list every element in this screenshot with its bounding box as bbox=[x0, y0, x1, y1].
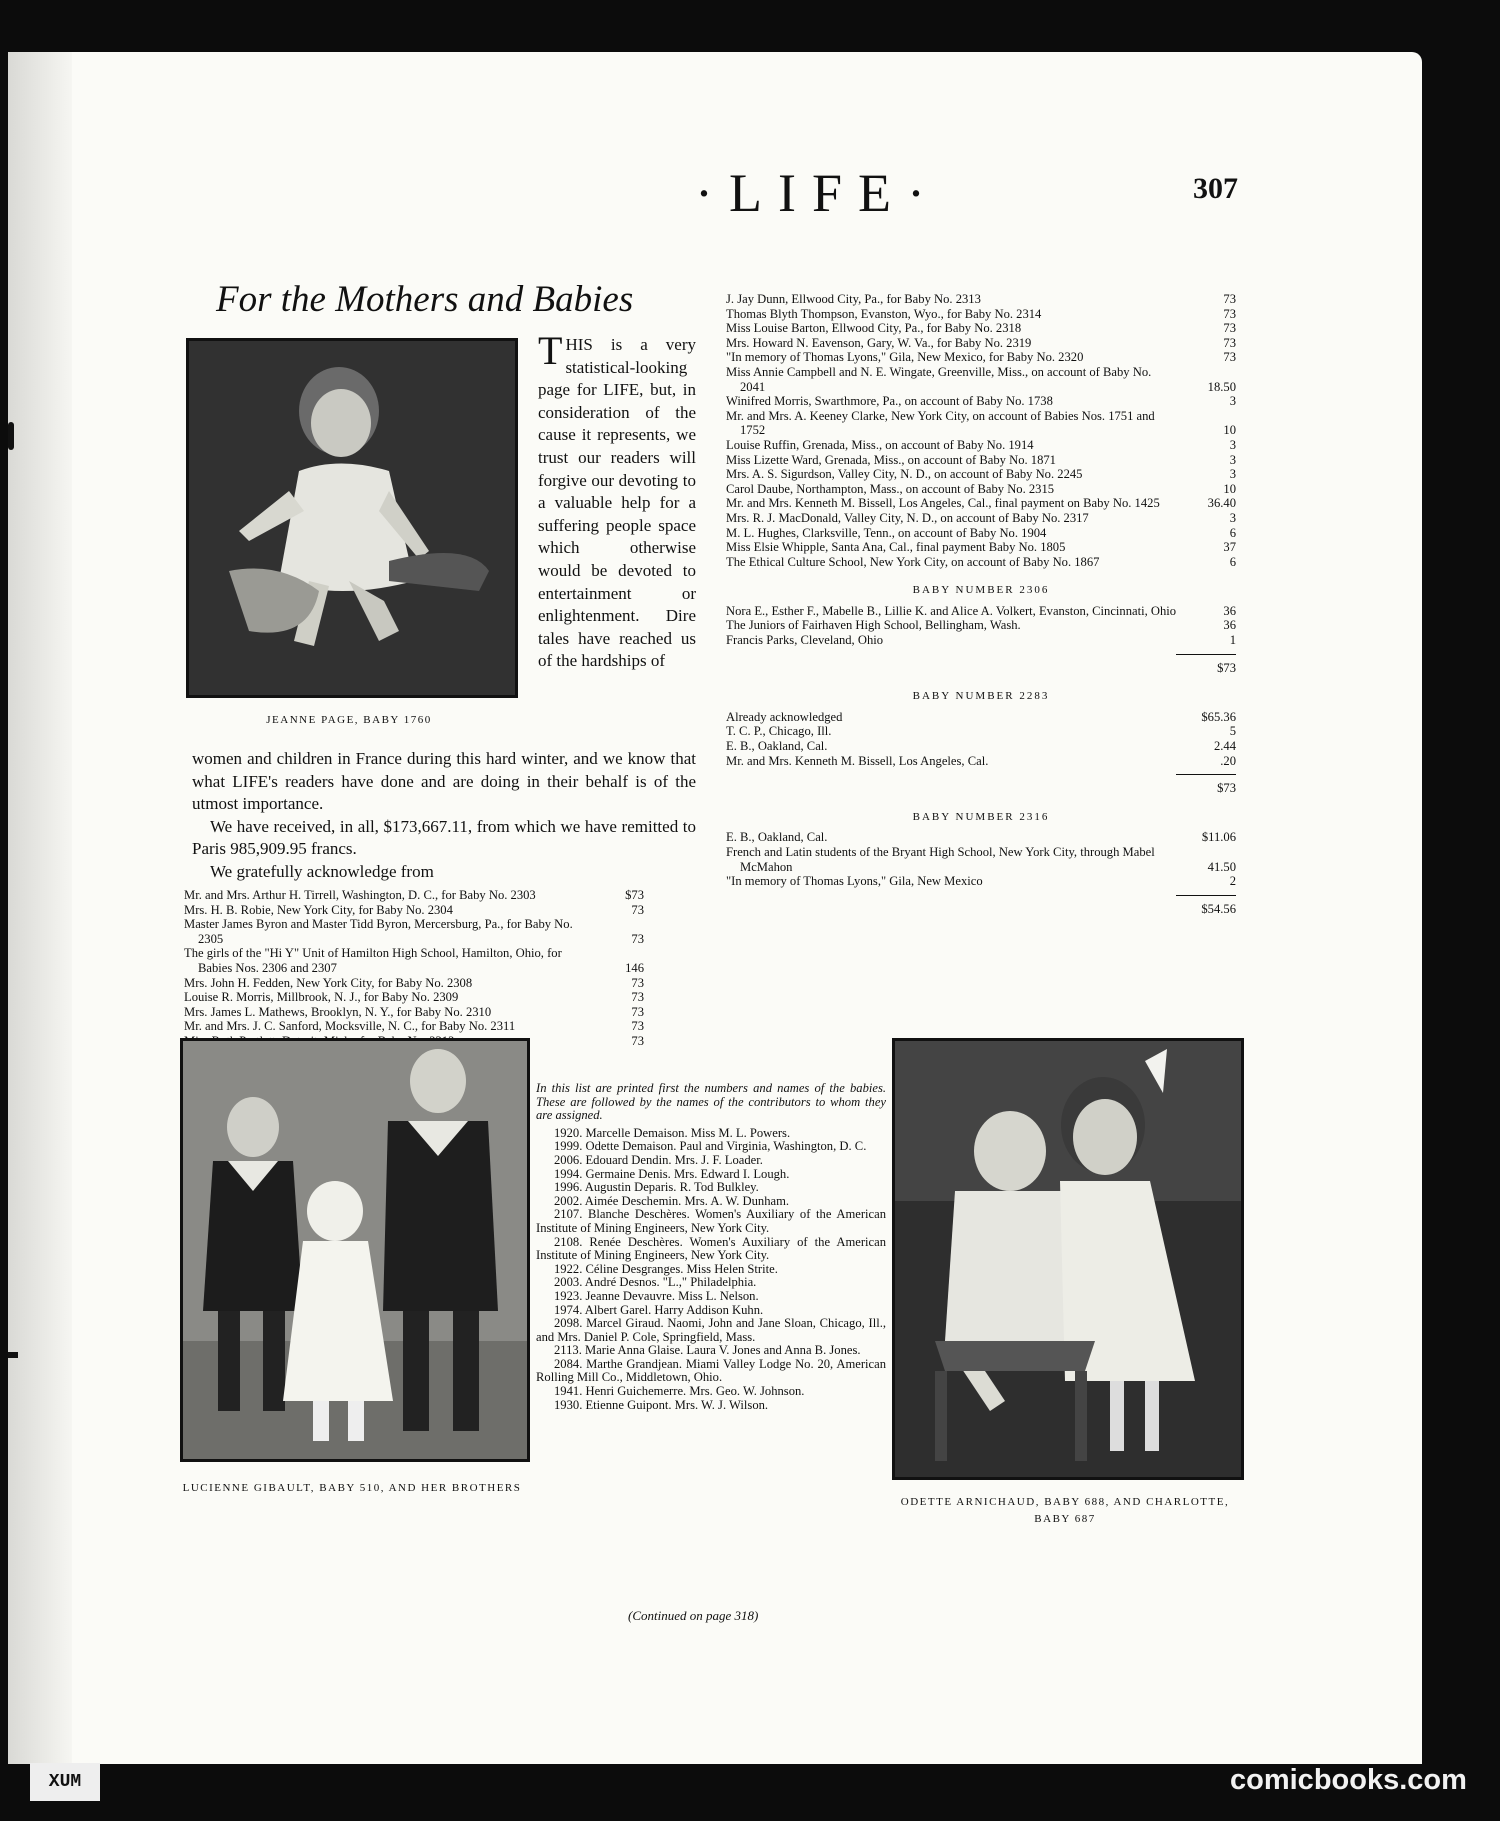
photo-caption: JEANNE PAGE, BABY 1760 bbox=[266, 714, 432, 726]
masthead: ·LIFE· bbox=[695, 163, 941, 223]
archive-tag: XUM bbox=[30, 1763, 100, 1801]
contributions-list-left bbox=[184, 888, 644, 1049]
ledger-row: Mrs. John H. Fedden, New York City, for Baby No. 2308 73 bbox=[184, 975, 644, 990]
magazine-page bbox=[8, 52, 1422, 1764]
section-heading: BABY NUMBER 2316 bbox=[912, 810, 1050, 823]
list-item: 2098. Marcel Giraud. Naomi, John and Jane Sloan, Chicago, Ill., and Mrs. Daniel P. Cole, Springfield, Mass. bbox=[536, 1316, 886, 1344]
ledger-row: The Ethical Culture School, New York City, on account of Baby No. 1867 6 bbox=[726, 554, 1236, 569]
list-item: 2107. Blanche Deschères. Women's Auxiliary of the American Institute of Mining Engineers, New York City. bbox=[536, 1207, 886, 1235]
section-total: $73 bbox=[1176, 774, 1236, 796]
photo-caption: LUCIENNE GIBAULT, BABY 510, AND HER BROTHERS bbox=[182, 1482, 522, 1494]
ledger-row: E. B., Oakland, Cal. $11.06 bbox=[726, 830, 1236, 845]
ledger-row: Miss Annie Campbell and N. E. Wingate, Greenville, Miss., on account of Baby No. 2041 18.50 bbox=[726, 364, 1236, 394]
ledger-row: Mr. and Mrs. Arthur H. Tirrell, Washington, D. C., for Baby No. 2303 $73 bbox=[184, 888, 644, 902]
ledger-row: T. C. P., Chicago, Ill. 5 bbox=[726, 724, 1236, 739]
ledger-row: Already acknowledged $65.36 bbox=[726, 709, 1236, 724]
article-title: For the Mothers and Babies bbox=[216, 279, 634, 320]
list-item: 1922. Céline Desgranges. Miss Helen Strite. bbox=[554, 1261, 778, 1276]
ledger-row: M. L. Hughes, Clarksville, Tenn., on account of Baby No. 1904 6 bbox=[726, 525, 1236, 540]
list-item: 1996. Augustin Deparis. R. Tod Bulkley. bbox=[554, 1180, 759, 1195]
list-item: 2113. Marie Anna Glaise. Laura V. Jones and Anna B. Jones. bbox=[554, 1343, 861, 1358]
ledger-row: The girls of the "Hi Y" Unit of Hamilton High School, Hamilton, Ohio, for Babies Nos. 2306 and 2307 146 bbox=[184, 946, 644, 975]
babies-list bbox=[536, 1082, 886, 1412]
paragraph: We gratefully acknowledge from bbox=[210, 861, 434, 881]
list-item: 1994. Germaine Denis. Mrs. Edward I. Lough. bbox=[554, 1166, 790, 1181]
ledger-row: 73 bbox=[631, 1033, 644, 1048]
ledger-row: French and Latin students of the Bryant High School, New York City, through Mabel McMahon 41.50 bbox=[726, 845, 1236, 874]
list-item: 1974. Albert Garel. Harry Addison Kuhn. bbox=[554, 1302, 764, 1317]
ledger-row: Master James Byron and Master Tidd Byron, Mercersburg, Pa., for Baby No. 2305 73 bbox=[184, 917, 644, 946]
section-total: $54.56 bbox=[1176, 895, 1236, 917]
ledger-row: "In memory of Thomas Lyons," Gila, New Mexico, for Baby No. 2320 73 bbox=[726, 350, 1236, 365]
binding-mark bbox=[8, 1352, 18, 1358]
contributions-list-right bbox=[726, 292, 1236, 922]
list-item: 2006. Edouard Dendin. Mrs. J. F. Loader. bbox=[554, 1152, 763, 1167]
ledger-row: E. B., Oakland, Cal. 2.44 bbox=[726, 739, 1236, 754]
ledger-row: Miss Louise Barton, Ellwood City, Pa., for Baby No. 2318 73 bbox=[726, 321, 1236, 336]
ledger-row: Nora E., Esther F., Mabelle B., Lillie K. and Alice A. Volkert, Evanston, Cincinnati, Ohio 36 bbox=[726, 603, 1236, 618]
ledger-row: Mr. and Mrs. Kenneth M. Bissell, Los Angeles, Cal. .20 bbox=[726, 753, 1236, 768]
ledger-row: Mrs. James L. Mathews, Brooklyn, N. Y., for Baby No. 2310 73 bbox=[184, 1004, 644, 1019]
ledger-row: Mr. and Mrs. J. C. Sanford, Mocksville, N. C., for Baby No. 2311 73 bbox=[184, 1019, 644, 1034]
photo-odette-arnichaud bbox=[892, 1038, 1244, 1480]
ledger-row: Mrs. R. J. MacDonald, Valley City, N. D., on account of Baby No. 2317 3 bbox=[726, 510, 1236, 525]
list-item: 1923. Jeanne Devauvre. Miss L. Nelson. bbox=[554, 1288, 759, 1303]
ledger-row: Winifred Morris, Swarthmore, Pa., on account of Baby No. 1738 3 bbox=[726, 394, 1236, 409]
ledger-row: The Juniors of Fairhaven High School, Bellingham, Wash. 36 bbox=[726, 618, 1236, 633]
binding-mark bbox=[8, 422, 14, 450]
photo-illustration bbox=[183, 1041, 527, 1459]
ledger-row: Mrs. H. B. Robie, New York City, for Baby No. 2304 73 bbox=[184, 902, 644, 917]
intro-text: HIS is a very statistical-looking page for LIFE, but, in consideration of the cause it represents, we trust our readers will forgive our devoting to a valuable help for a suffering people space which otherwise would be devoted to entertainment or enlightenment. Dire tales have reached us of the hardships of bbox=[538, 335, 696, 671]
photo-illustration bbox=[895, 1041, 1241, 1477]
ledger-row: J. Jay Dunn, Ellwood City, Pa., for Baby No. 2313 73 bbox=[726, 292, 1236, 306]
list-item: 2108. Renée Deschères. Women's Auxiliary of the American Institute of Mining Engineers, New York City. bbox=[536, 1234, 886, 1263]
photo-caption: ODETTE ARNICHAUD, BABY 688, AND CHARLOTTE, BABY 687 bbox=[900, 1496, 1230, 1525]
list-note: In this list are printed first the numbers and names of the babies. These are followed by the names of the contributors to whom they are assigned. bbox=[536, 1081, 886, 1123]
ledger-row: Louise R. Morris, Millbrook, N. J., for Baby No. 2309 73 bbox=[184, 990, 644, 1005]
list-item: 1930. Etienne Guipont. Mrs. W. J. Wilson. bbox=[554, 1397, 769, 1412]
ledger-row: Mrs. Howard N. Eavenson, Gary, W. Va., for Baby No. 2319 73 bbox=[726, 335, 1236, 350]
ledger-row: Thomas Blyth Thompson, Evanston, Wyo., for Baby No. 2314 73 bbox=[726, 306, 1236, 321]
ledger-row: Miss Lizette Ward, Grenada, Miss., on account of Baby No. 1871 3 bbox=[726, 452, 1236, 467]
ledger-row: Louise Ruffin, Grenada, Miss., on account of Baby No. 1914 3 bbox=[726, 437, 1236, 452]
section-total: $73 bbox=[1176, 654, 1236, 676]
section-heading: BABY NUMBER 2283 bbox=[912, 690, 1050, 703]
list-item: 2002. Aimée Deschemin. Mrs. A. W. Dunham. bbox=[554, 1193, 790, 1208]
drop-cap: T bbox=[538, 328, 563, 373]
site-watermark: comicbooks.com bbox=[1230, 1764, 1467, 1796]
list-item: 1999. Odette Demaison. Paul and Virginia, Washington, D. C. bbox=[554, 1139, 867, 1154]
section-heading: BABY NUMBER 2306 bbox=[912, 584, 1050, 597]
list-item: 1920. Marcelle Demaison. Miss M. L. Powers. bbox=[554, 1125, 791, 1140]
list-item: 1941. Henri Guichemerre. Mrs. Geo. W. Johnson. bbox=[554, 1384, 805, 1399]
page-binding-shadow bbox=[8, 52, 72, 1764]
ledger-row: Mrs. A. S. Sigurdson, Valley City, N. D., on account of Baby No. 2245 3 bbox=[726, 467, 1236, 482]
paragraph: We have received, in all, $173,667.11, from which we have remitted to Paris 985,909.95 francs. bbox=[192, 816, 696, 859]
ledger-row: Mr. and Mrs. Kenneth M. Bissell, Los Angeles, Cal., final payment on Baby No. 1425 36.40 bbox=[726, 496, 1236, 511]
ledger-row: Miss Elsie Whipple, Santa Ana, Cal., final payment Baby No. 1805 37 bbox=[726, 540, 1236, 555]
paragraph: women and children in France during this hard winter, and we know that what LIFE's readers have done and are doing in their behalf is of the utmost importance. bbox=[192, 749, 696, 814]
page-number: 307 bbox=[1193, 172, 1238, 205]
ledger-row: Carol Daube, Northampton, Mass., on account of Baby No. 2315 10 bbox=[726, 481, 1236, 496]
intro-paragraph bbox=[538, 328, 696, 673]
continued-note: (Continued on page 318) bbox=[628, 1608, 759, 1623]
photo-jeanne-page bbox=[186, 338, 518, 698]
ledger-row: "In memory of Thomas Lyons," Gila, New Mexico 2 bbox=[726, 874, 1236, 889]
ledger-row: Mr. and Mrs. A. Keeney Clarke, New York City, on account of Babies Nos. 1751 and 1752 10 bbox=[726, 408, 1236, 438]
list-item: 2084. Marthe Grandjean. Miami Valley Lodge No. 20, American Rolling Mill Co., Middletown, Ohio. bbox=[536, 1356, 886, 1385]
photo-illustration bbox=[189, 341, 515, 695]
list-item: 2003. André Desnos. "L.," Philadelphia. bbox=[554, 1275, 757, 1290]
article-body bbox=[192, 748, 696, 884]
ledger-row: Francis Parks, Cleveland, Ohio 1 bbox=[726, 633, 1236, 648]
photo-lucienne-gibault bbox=[180, 1038, 530, 1462]
